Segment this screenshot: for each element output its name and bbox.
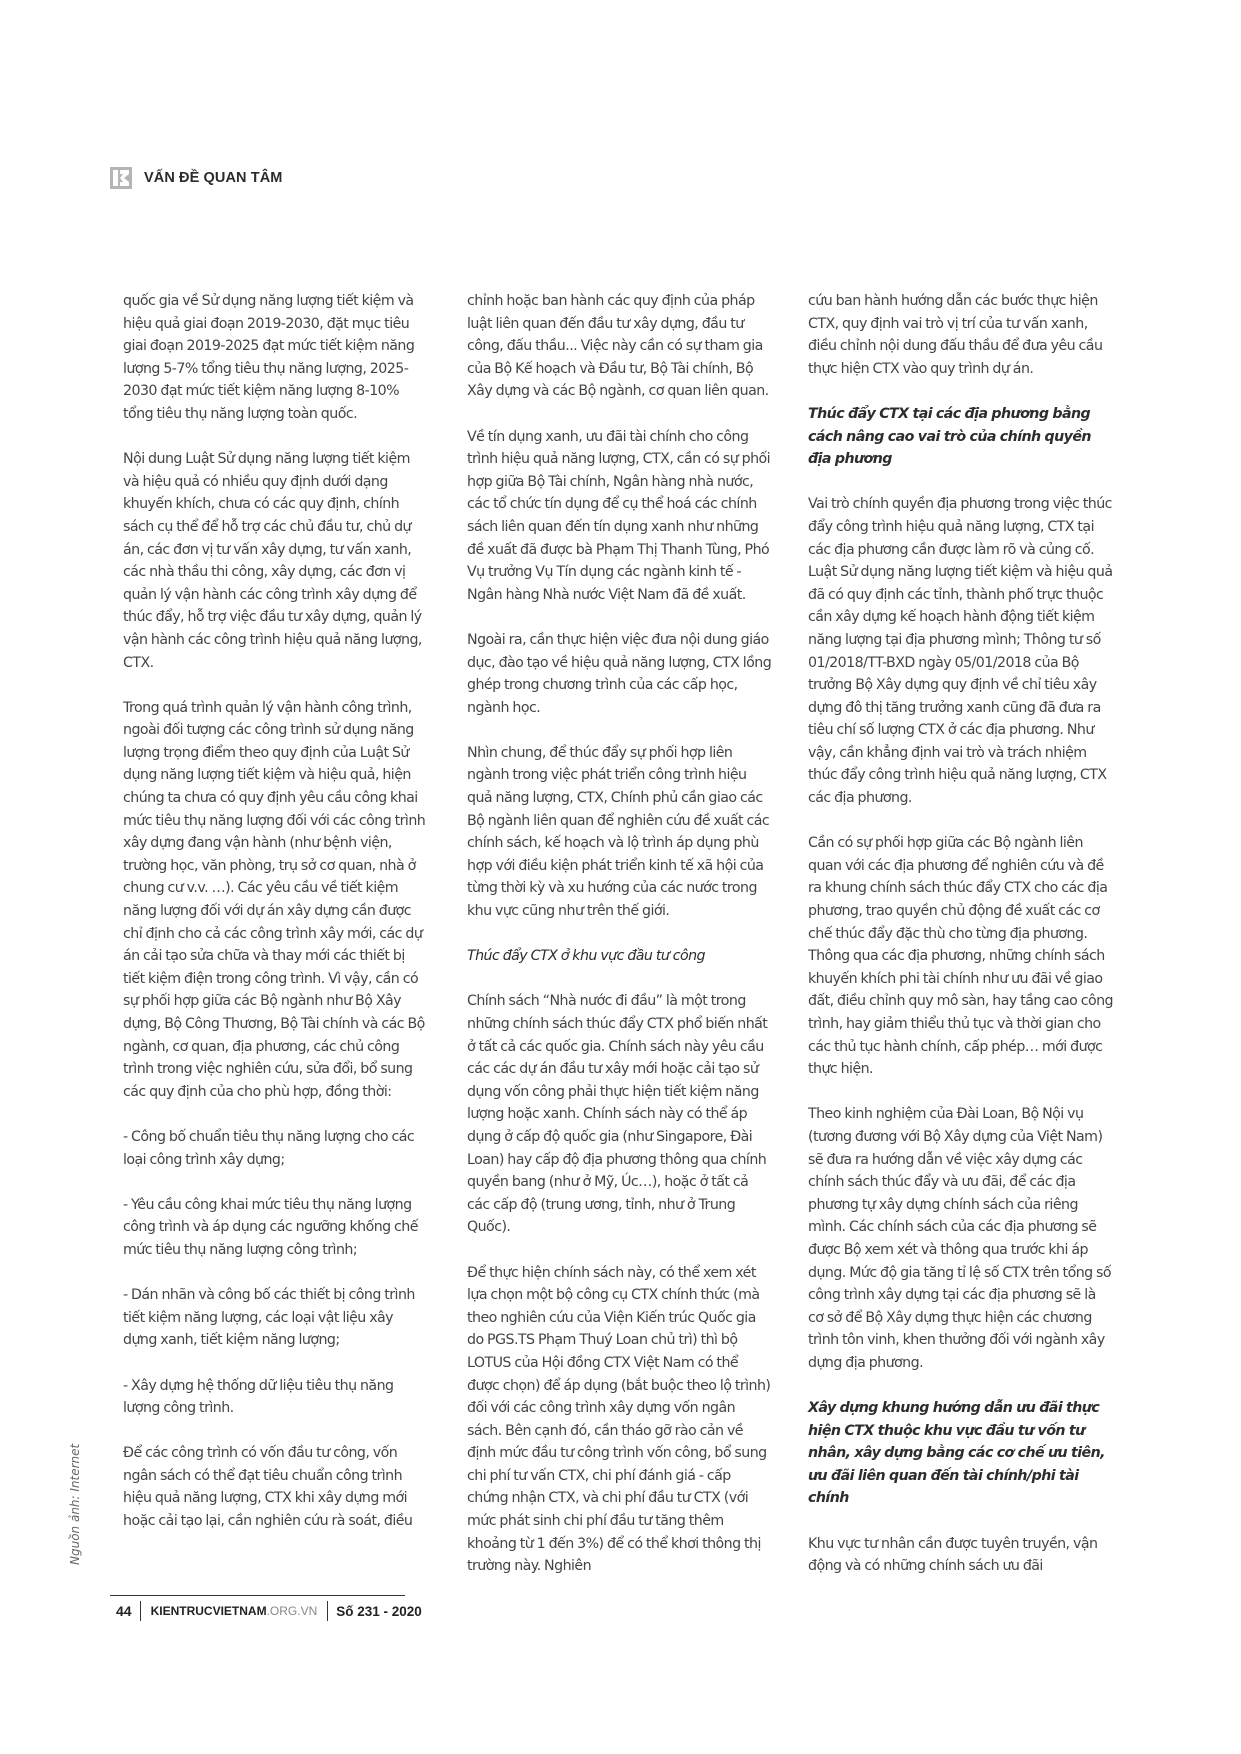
issue-number: Số 231 - 2020 [336,1603,422,1619]
text-column-1 [123,290,428,1555]
subheading: Xây dựng khung hướng dẫn ưu đãi thực hiện CTX thuộc khu vực đầu tư vốn tư nhân, xây dựng bằng các cơ chế ưu tiên, ưu đãi liên quan đến tài chính/phi tài chính [808,1400,1106,1507]
paragraph: Theo kinh nghiệm của Đài Loan, Bộ Nội vụ (tương đương với Bộ Xây dựng của Việt Nam) sẽ đưa ra hướng dẫn về việc xây dựng các chính sách thúc đẩy và ưu đãi, để các địa phương tự xây dựng chính sách của riêng mình. Các chính sách của các địa phương sẽ được Bộ xem xét và thông qua trước khi áp dụng. Mức độ gia tăng tỉ lệ số CTX trên tổng số công trình xây dựng tại các địa phương sẽ là cơ sở để Bộ Xây dựng thực hiện các chương trình tôn vinh, khen thưởng đối với ngành xây dựng địa phương. [808,1106,1112,1371]
paragraph: Trong quá trình quản lý vận hành công trình, ngoài đối tượng các công trình sử dụng năng lượng trọng điểm theo quy định của Luật Sử dụng năng lượng tiết kiệm và hiệu quả, hiện chúng ta chưa có quy định yêu cầu công khai mức tiêu thụ năng lượng đối với các công trình xây dựng đang vận hành (như bệnh viện, trường học, văn phòng, trụ sở cơ quan, nhà ở chung cư v.v. …). Các yêu cầu về tiết kiệm năng lượng đối với dự án xây dựng cần được chỉ định cho cả các công trình xây mới, các dự án cải tạo sửa chữa và thay mới các thiết bị tiết kiệm điện trong công trình. Vì vậy, cần có sự phối hợp giữa các Bộ ngành như Bộ Xây dựng, Bộ Công Thương, Bộ Tài chính và các Bộ ngành, cơ quan, địa phương, các chủ công trình trong việc nghiên cứu, sửa đổi, bổ sung các quy định của cho phù hợp, đồng thời: [123,699,426,1100]
text-column-3 [808,290,1113,1600]
list-item: - Xây dựng hệ thống dữ liệu tiêu thụ năng lượng công trình. [123,1377,394,1417]
magazine-logo-icon [110,167,132,189]
paragraph: Khu vực tư nhân cần được tuyên truyền, vận động và có những chính sách ưu đãi [808,1535,1098,1575]
section-header [110,165,282,191]
site-name [141,1601,329,1621]
paragraph: Về tín dụng xanh, ưu đãi tài chính cho công trình hiệu quả năng lượng, CTX, cần có sự phối hợp giữa Bộ Tài chính, Ngân hàng nhà nước, các tổ chức tín dụng để cụ thể hoá các chính sách liên quan đến tín dụng xanh như những đề xuất đã được bà Phạm Thị Thanh Tùng, Phó Vụ trưởng Vụ Tín dụng các ngành kinh tế - Ngân hàng Nhà nước Việt Nam đã đề xuất. [467,428,771,603]
subheading: Thúc đẩy CTX ở khu vực đầu tư công [467,948,706,965]
paragraph: Nội dung Luật Sử dụng năng lượng tiết kiệm và hiệu quả có nhiều quy định dưới dạng khuyến khích, chưa có các quy định, chính sách cụ thể để hỗ trợ các chủ đầu tư, chủ dự án, các đơn vị tư vấn xây dựng, tư vấn xanh, các nhà thầu thi công, xây dựng, các đơn vị quản lý vận hành các công trình xây dựng để thúc đẩy, hỗ trợ việc đầu tư xây dựng, quản lý vận hành các công trình hiệu quả năng lượng, CTX. [123,451,422,671]
paragraph: quốc gia về Sử dụng năng lượng tiết kiệm và hiệu quả giai đoạn 2019-2030, đặt mục tiêu giai đoạn 2019-2025 đạt mức tiết kiệm năng lượng 5-7% tổng tiêu thụ năng lượng, 2025-2030 đạt mức tiết kiệm năng lượng 8-10% tổng tiêu thụ năng lượng toàn quốc. [123,293,415,422]
page-number: 44 [110,1601,141,1621]
paragraph: Để các công trình có vốn đầu tư công, vốn ngân sách có thể đạt tiêu chuẩn công trình hiệu quả năng lượng, CTX khi xây dựng mới hoặc cải tạo lại, cần nghiên cứu rà soát, điều [123,1445,413,1530]
text-column-2 [467,290,772,1600]
list-item: - Yêu cầu công khai mức tiêu thụ năng lượng công trình và áp dụng các ngưỡng khống chế mức tiêu thụ năng lượng công trình; [123,1196,418,1258]
section-title: VẤN ĐỀ QUAN TÂM [144,170,283,186]
image-source-caption: Nguồn ảnh: Internet [68,1443,82,1565]
paragraph: Nhìn chung, để thúc đẩy sự phối hợp liên ngành trong việc phát triển công trình hiệu quả năng lượng, CTX, Chính phủ cần giao các Bộ ngành liên quan để nghiên cứu đề xuất các chính sách, kế hoạch và lộ trình áp dụng phù hợp với điều kiện phát triển kinh tế xã hội của từng thời kỳ và xu hướng của các nước trong khu vực cũng như trên thế giới. [467,744,770,920]
list-item: - Công bố chuẩn tiêu thụ năng lượng cho các loại công trình xây dựng; [123,1128,415,1168]
paragraph: cứu ban hành hướng dẫn các bước thực hiện CTX, quy định vai trò vị trí của tư vấn xanh, điều chỉnh nội dung đấu thầu để đưa yêu cầu thực hiện CTX vào quy trình dự án. [808,293,1103,377]
paragraph: Vai trò chính quyền địa phương trong việc thúc đẩy công trình hiệu quả năng lượng, CTX tại các địa phương cần được làm rõ và củng cố. Luật Sử dụng năng lượng tiết kiệm và hiệu quả đã có quy định các tỉnh, thành phố trực thuộc cần xây dựng kế hoạch hành động tiết kiệm năng lượng tại địa phương mình; Thông tư số 01/2018/TT-BXD ngày 05/01/2018 của Bộ trưởng Bộ Xây dựng quy định về chỉ tiêu xây dựng đô thị tăng trưởng xanh cũng đã đưa ra tiêu chí số lượng CTX ở các địa phương. Như vậy, cần khẳng định vai trò và trách nhiệm thúc đẩy công trình hiệu quả năng lượng, CTX các địa phương. [808,496,1113,807]
paragraph: chỉnh hoặc ban hành các quy định của pháp luật liên quan đến đầu tư xây dựng, đầu tư công, đấu thầu... Việc này cần có sự tham gia của Bộ Kế hoạch và Đầu tư, Bộ Tài chính, Bộ Xây dựng và các Bộ ngành, cơ quan liên quan. [467,293,769,400]
site-domain: .ORG.VN [266,1604,318,1618]
site-name-main: KIENTRUCVIETNAM [150,1604,267,1618]
paragraph: Chính sách “Nhà nước đi đầu” là một trong những chính sách thúc đẩy CTX phổ biến nhất ở tất cả các quốc gia. Chính sách này yêu cầu các các dự án đầu tư xây mới hoặc cải tạo sử dụng vốn công phải thực hiện tiết kiệm năng lượng hoặc xanh. Chính sách này có thể áp dụng ở cấp độ quốc gia (như Singapore, Đài Loan) hay cấp độ địa phương thông qua chính quyền bang (như ở Mỹ, Úc…), hoặc ở tất cả các cấp độ (trung ương, tỉnh, như ở Trung Quốc). [467,993,768,1236]
page-footer [110,1595,422,1626]
subheading: Thúc đẩy CTX tại các địa phương bằng cách nâng cao vai trò của chính quyền địa phương [808,405,1091,468]
list-item: - Dán nhãn và công bố các thiết bị công trình tiết kiệm năng lượng, các loại vật liệu xây dựng xanh, tiết kiệm năng lượng; [123,1287,415,1349]
paragraph: Cần có sự phối hợp giữa các Bộ ngành liên quan với các địa phương để nghiên cứu và đề ra khung chính sách thúc đẩy CTX cho các địa phương, trao quyền chủ động đề xuất các cơ chế thúc đẩy đặc thù cho từng địa phương. Thông qua các địa phương, những chính sách khuyến khích phi tài chính như ưu đãi về giao đất, điều chỉnh quy mô sàn, hay tầng cao công trình, hay giảm thiểu thủ tục và thời gian cho các thủ tục hành chính, cấp phép… mới được thực hiện. [808,835,1113,1078]
paragraph: Để thực hiện chính sách này, có thể xem xét lựa chọn một bộ công cụ CTX chính thức (mà theo nghiên cứu của Viện Kiến trúc Quốc gia do PGS.TS Phạm Thuý Loan chủ trì) thì bộ LOTUS của Hội đồng CTX Việt Nam có thể được chọn) để áp dụng (bắt buộc theo lộ trình) đối với các công trình xây dựng vốn ngân sách. Bên cạnh đó, cần tháo gỡ rào cản về định mức đầu tư công trình vốn công, bổ sung chi phí tư vấn CTX, chi phí đánh giá - cấp chứng nhận CTX, và chi phí đầu tư CTX (với mức phát sinh chi phí đầu tư tăng thêm khoảng từ 1 đến 3%) để có thể khơi thông thị trường này. Nghiên [467,1264,771,1575]
paragraph: Ngoài ra, cần thực hiện việc đưa nội dung giáo dục, đào tạo về hiệu quả năng lượng, CTX lồng ghép trong chương trình của các cấp học, ngành học. [467,631,772,716]
